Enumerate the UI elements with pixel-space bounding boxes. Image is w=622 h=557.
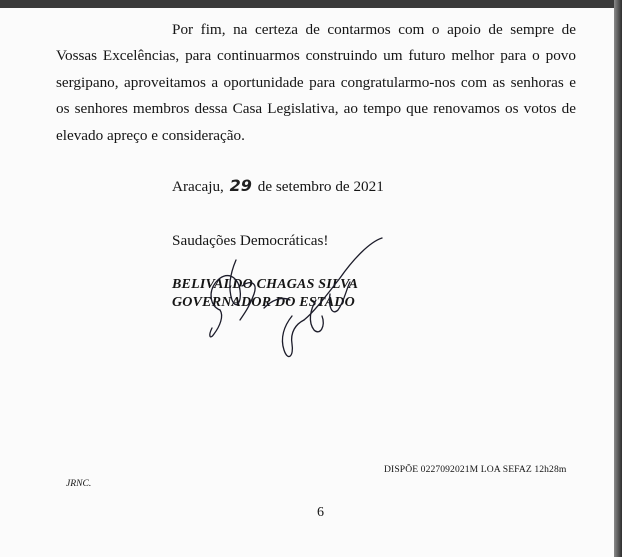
dateline-city: Aracaju, (172, 178, 224, 195)
document-page (0, 8, 614, 557)
page-number: 6 (317, 505, 324, 520)
author-initials: JRNC. (66, 478, 92, 489)
document-reference: DISPÕE 0227092021M LOA SEFAZ 12h28m (384, 464, 567, 475)
handwritten-signature (180, 230, 390, 366)
greeting: Saudações Democráticas! (172, 232, 329, 249)
closing-paragraph: Por fim, na certeza de contarmos com o apoio de sempre de Vossas Excelências, para continuarmos construindo um futuro melhor para o povo sergipano, aproveitamos a oportunidade para congratularmo-nos com as senhoras e os senhores membros dessa Casa Legislativa, ao tempo que renovamos os votos de elevado apreço e consideração. (56, 21, 576, 144)
dateline-day-handwritten: 29 (229, 176, 252, 195)
signatory-name: BELIVALDO CHAGAS SILVA (172, 277, 359, 292)
signatory-title: GOVERNADOR DO ESTADO (172, 295, 355, 310)
dateline-rest: de setembro de 2021 (257, 178, 384, 195)
page-edge-shadow (614, 0, 622, 557)
dateline (172, 176, 384, 196)
